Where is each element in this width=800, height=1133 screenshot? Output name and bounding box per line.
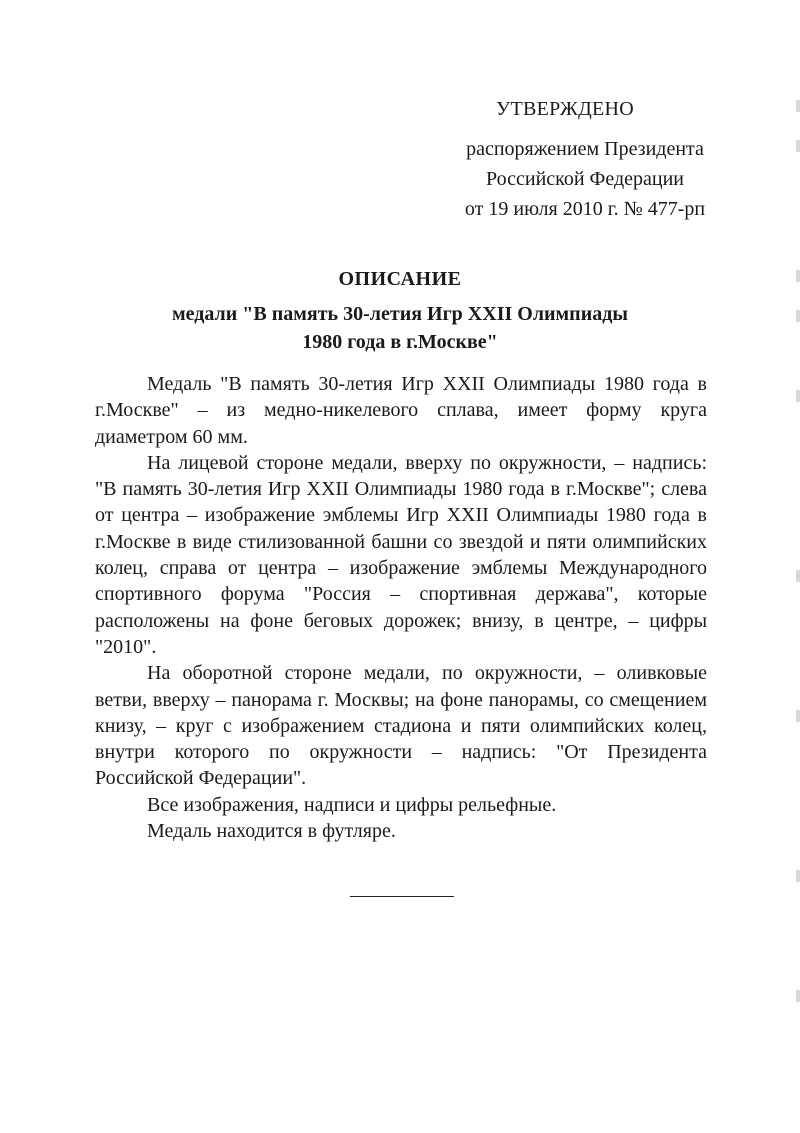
paragraph-obverse: На лицевой стороне медали, вверху по окружности, – надпись: "В память 30-летия Игр XXII Олимпиады 1980 года в г.Москве"; слева от центра – изображение эмблемы Игр XXII Олимпиады 1980 года в г.Москве в виде стилизованной башни со звездой и пяти олимпийских колец, справа от центра – изображение эмблемы Международного спортивного форума "Россия – спортивная держава", которые расположены на фоне беговых дорожек; внизу, в центре, – цифры "2010". [95,451,707,658]
scan-mark [796,100,800,112]
scan-mark [796,270,800,282]
approval-stamp-heading: УТВЕРЖДЕНО [496,98,635,120]
approval-line-authority: Российской Федерации [485,168,685,190]
document-subtitle-line-2: 1980 года в г.Москве" [302,331,498,353]
scan-mark [796,990,800,1002]
approval-block [440,94,730,224]
document-body [95,371,707,844]
scan-mark [796,570,800,582]
scan-mark [796,390,800,402]
paragraph-reverse: На оборотной стороне медали, по окружности, – оливковые ветви, вверху – панорама г. Москвы; на фоне панорамы, со смещением книзу, – круг с изображением стадиона и пяти олимпийских колец, внутри которого по окружности – надпись: "От Президента Российской Федерации". [95,662,707,790]
paragraph-relief: Все изображения, надписи и цифры рельефные. [147,793,557,816]
document-subtitle-line-1: медали "В память 30-летия Игр XXII Олимпиады [172,303,628,325]
paragraph-material: Медаль "В память 30-летия Игр XXII Олимпиады 1980 года в г.Москве" – из медно-никелевого сплава, имеет форму круга диаметром 60 мм. [95,373,707,448]
scan-mark [796,310,800,322]
scan-mark [796,710,800,722]
closing-divider [350,896,454,897]
scan-mark [796,870,800,882]
approval-line-order: распоряжением Президента [466,138,704,160]
scan-mark [796,140,800,152]
approval-line-date: от 19 июля 2010 г. № 477-рп [464,198,706,220]
paragraph-case: Медаль находится в футляре. [147,820,396,843]
document-heading [0,264,800,356]
scan-edge-artifacts [794,90,800,1040]
document-title: ОПИСАНИЕ [338,268,462,290]
